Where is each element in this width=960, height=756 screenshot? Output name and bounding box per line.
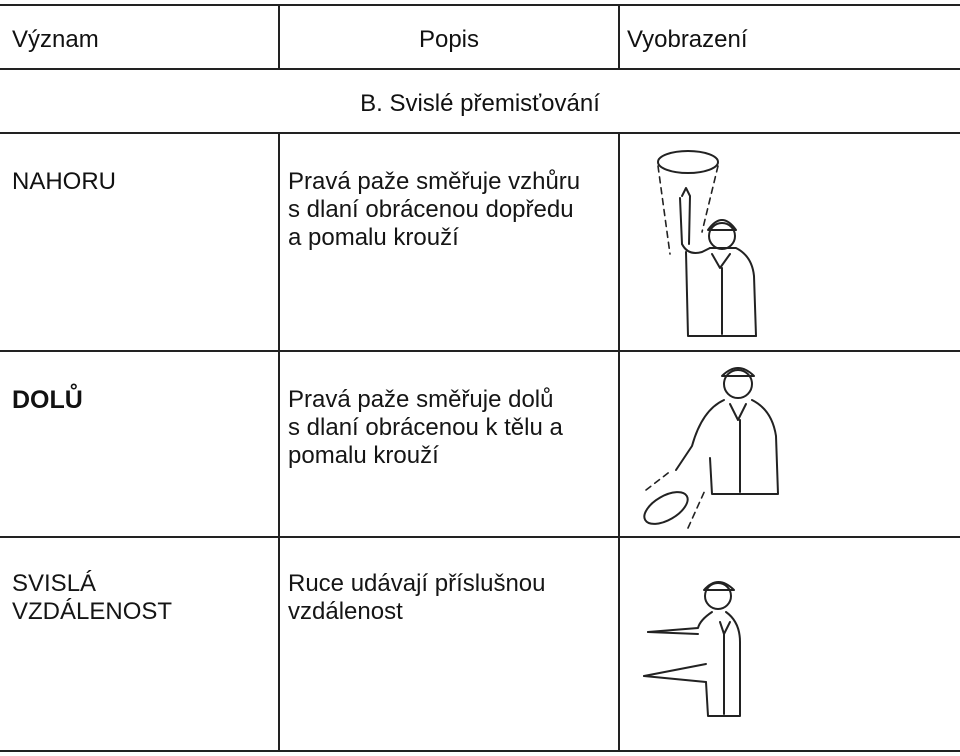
row-meaning: SVISLÁ VZDÁLENOST <box>12 570 173 625</box>
signal-up-figure-icon <box>640 144 780 344</box>
row-divider <box>0 350 960 352</box>
column-divider <box>618 4 620 68</box>
column-divider <box>278 132 280 752</box>
row-description: Ruce udávají příslušnou vzdálenost <box>288 570 546 625</box>
row-meaning: DOLŮ <box>12 386 83 414</box>
header-illustration: Vyobrazení <box>627 26 748 53</box>
table-border-bottom <box>0 750 960 752</box>
signal-vertical-distance-figure-icon <box>636 572 756 722</box>
signal-down-figure-icon <box>636 358 786 534</box>
row-description: Pravá paže směřuje dolů s dlaní obrácenou k tělu a pomalu krouží <box>288 386 563 469</box>
row-meaning: NAHORU <box>12 168 117 195</box>
section-divider <box>0 132 960 134</box>
header-divider <box>0 68 960 70</box>
table-border-top <box>0 4 960 6</box>
column-divider <box>618 132 620 752</box>
header-meaning: Význam <box>12 26 99 53</box>
section-title: B. Svislé přemisťování <box>360 90 600 117</box>
row-description: Pravá paže směřuje vzhůru s dlaní obrácenou dopředu a pomalu krouží <box>288 168 581 251</box>
row-divider <box>0 536 960 538</box>
signals-table <box>0 4 960 752</box>
header-description: Popis <box>418 26 480 53</box>
